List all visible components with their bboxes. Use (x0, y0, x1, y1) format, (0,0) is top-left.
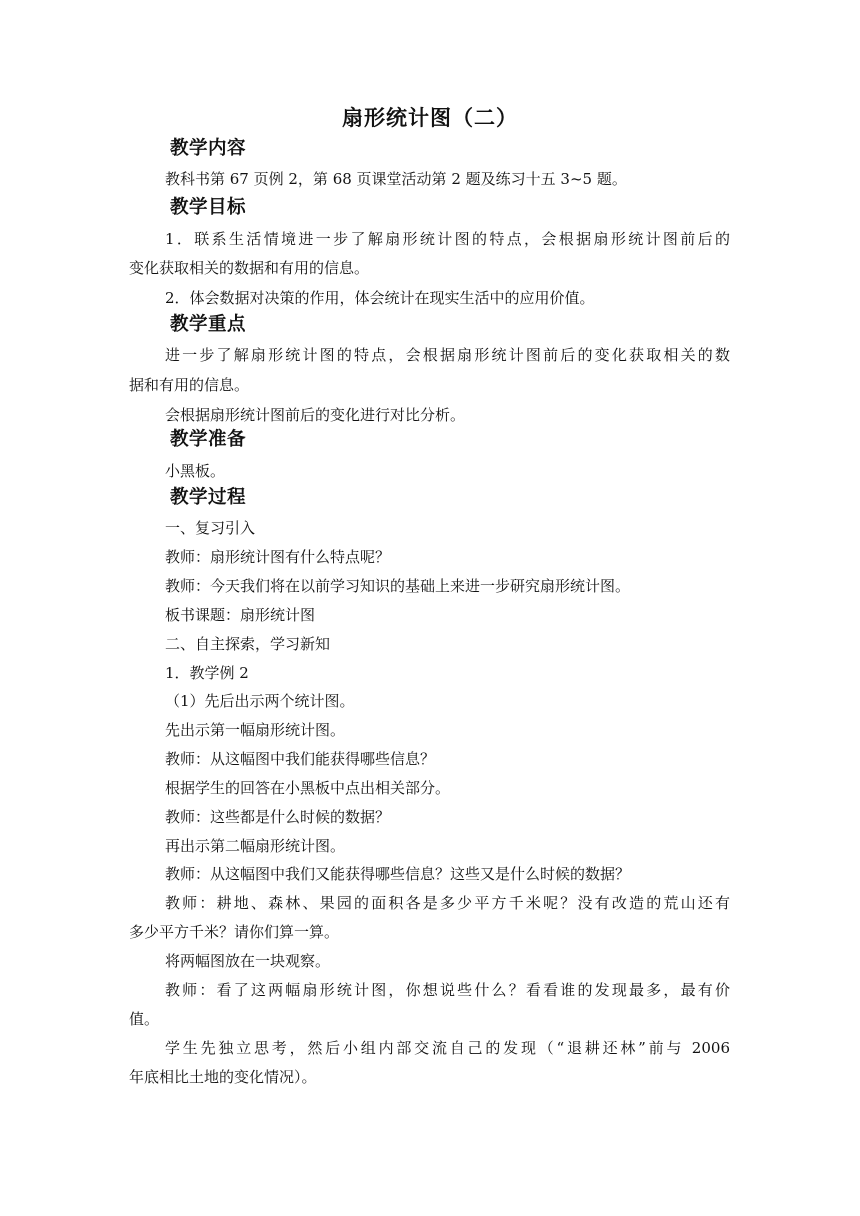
paragraph-line: 二、自主探索，学习新知 (165, 635, 331, 653)
section-heading-content: 教学内容 (170, 138, 247, 159)
paragraph-line: 再出示第二幅扇形统计图。 (165, 837, 346, 855)
paragraph-line: 据和有用的信息。 (129, 376, 250, 394)
section-heading-goals: 教学目标 (170, 197, 247, 218)
paragraph-line: 1．联系生活情境进一步了解扇形统计图的特点，会根据扇形统计图前后的 (165, 230, 730, 248)
paragraph-line: 教师：扇形统计图有什么特点呢？ (165, 548, 391, 566)
paragraph-line: 教师：看了这两幅扇形统计图，你想说些什么？看看谁的发现最多，最有价 (165, 981, 730, 999)
paragraph-line: 教科书第 67 页例 2，第 68 页课堂活动第 2 题及练习十五 3~5 题。 (165, 170, 627, 188)
section-heading-key-points: 教学重点 (170, 314, 247, 335)
paragraph-line: 教师：这些都是什么时候的数据？ (165, 808, 391, 826)
paragraph-line: 1．教学例 2 (165, 664, 249, 682)
paragraph-line: 将两幅图放在一块观察。 (165, 952, 331, 970)
paragraph-line: 板书课题：扇形统计图 (165, 606, 316, 624)
document-title: 扇形统计图（二） (342, 106, 518, 130)
paragraph-line: 根据学生的回答在小黑板中点出相关部分。 (165, 779, 451, 797)
paragraph-line: 一、复习引入 (165, 519, 256, 537)
paragraph-line: 进一步了解扇形统计图的特点，会根据扇形统计图前后的变化获取相关的数 (165, 346, 730, 364)
paragraph-line: 学生先独立思考，然后小组内部交流自己的发现（“退耕还林”前与 2006 (165, 1039, 730, 1057)
paragraph-line: 值。 (129, 1010, 160, 1028)
paragraph-line: 会根据扇形统计图前后的变化进行对比分析。 (165, 406, 466, 424)
paragraph-line: 多少平方千米？请你们算一算。 (129, 923, 340, 941)
paragraph-line: 教师：耕地、森林、果园的面积各是多少平方千米呢？没有改造的荒山还有 (165, 894, 730, 912)
paragraph-line: 小黑板。 (165, 462, 226, 480)
paragraph-line: 先出示第一幅扇形统计图。 (165, 721, 346, 739)
paragraph-line: 变化获取相关的数据和有用的信息。 (129, 259, 370, 277)
paragraph-line: 年底相比土地的变化情况）。 (129, 1068, 317, 1086)
section-heading-preparation: 教学准备 (170, 429, 247, 450)
paragraph-line: 教师：今天我们将在以前学习知识的基础上来进一步研究扇形统计图。 (165, 577, 631, 595)
paragraph-line: 教师：从这幅图中我们能获得哪些信息？ (165, 750, 436, 768)
paragraph-line: 2．体会数据对决策的作用，体会统计在现实生活中的应用价值。 (165, 289, 595, 307)
paragraph-line: 教师：从这幅图中我们又能获得哪些信息？这些又是什么时候的数据？ (165, 865, 631, 883)
section-heading-process: 教学过程 (170, 487, 247, 508)
paragraph-line: （1）先后出示两个统计图。 (165, 692, 355, 710)
